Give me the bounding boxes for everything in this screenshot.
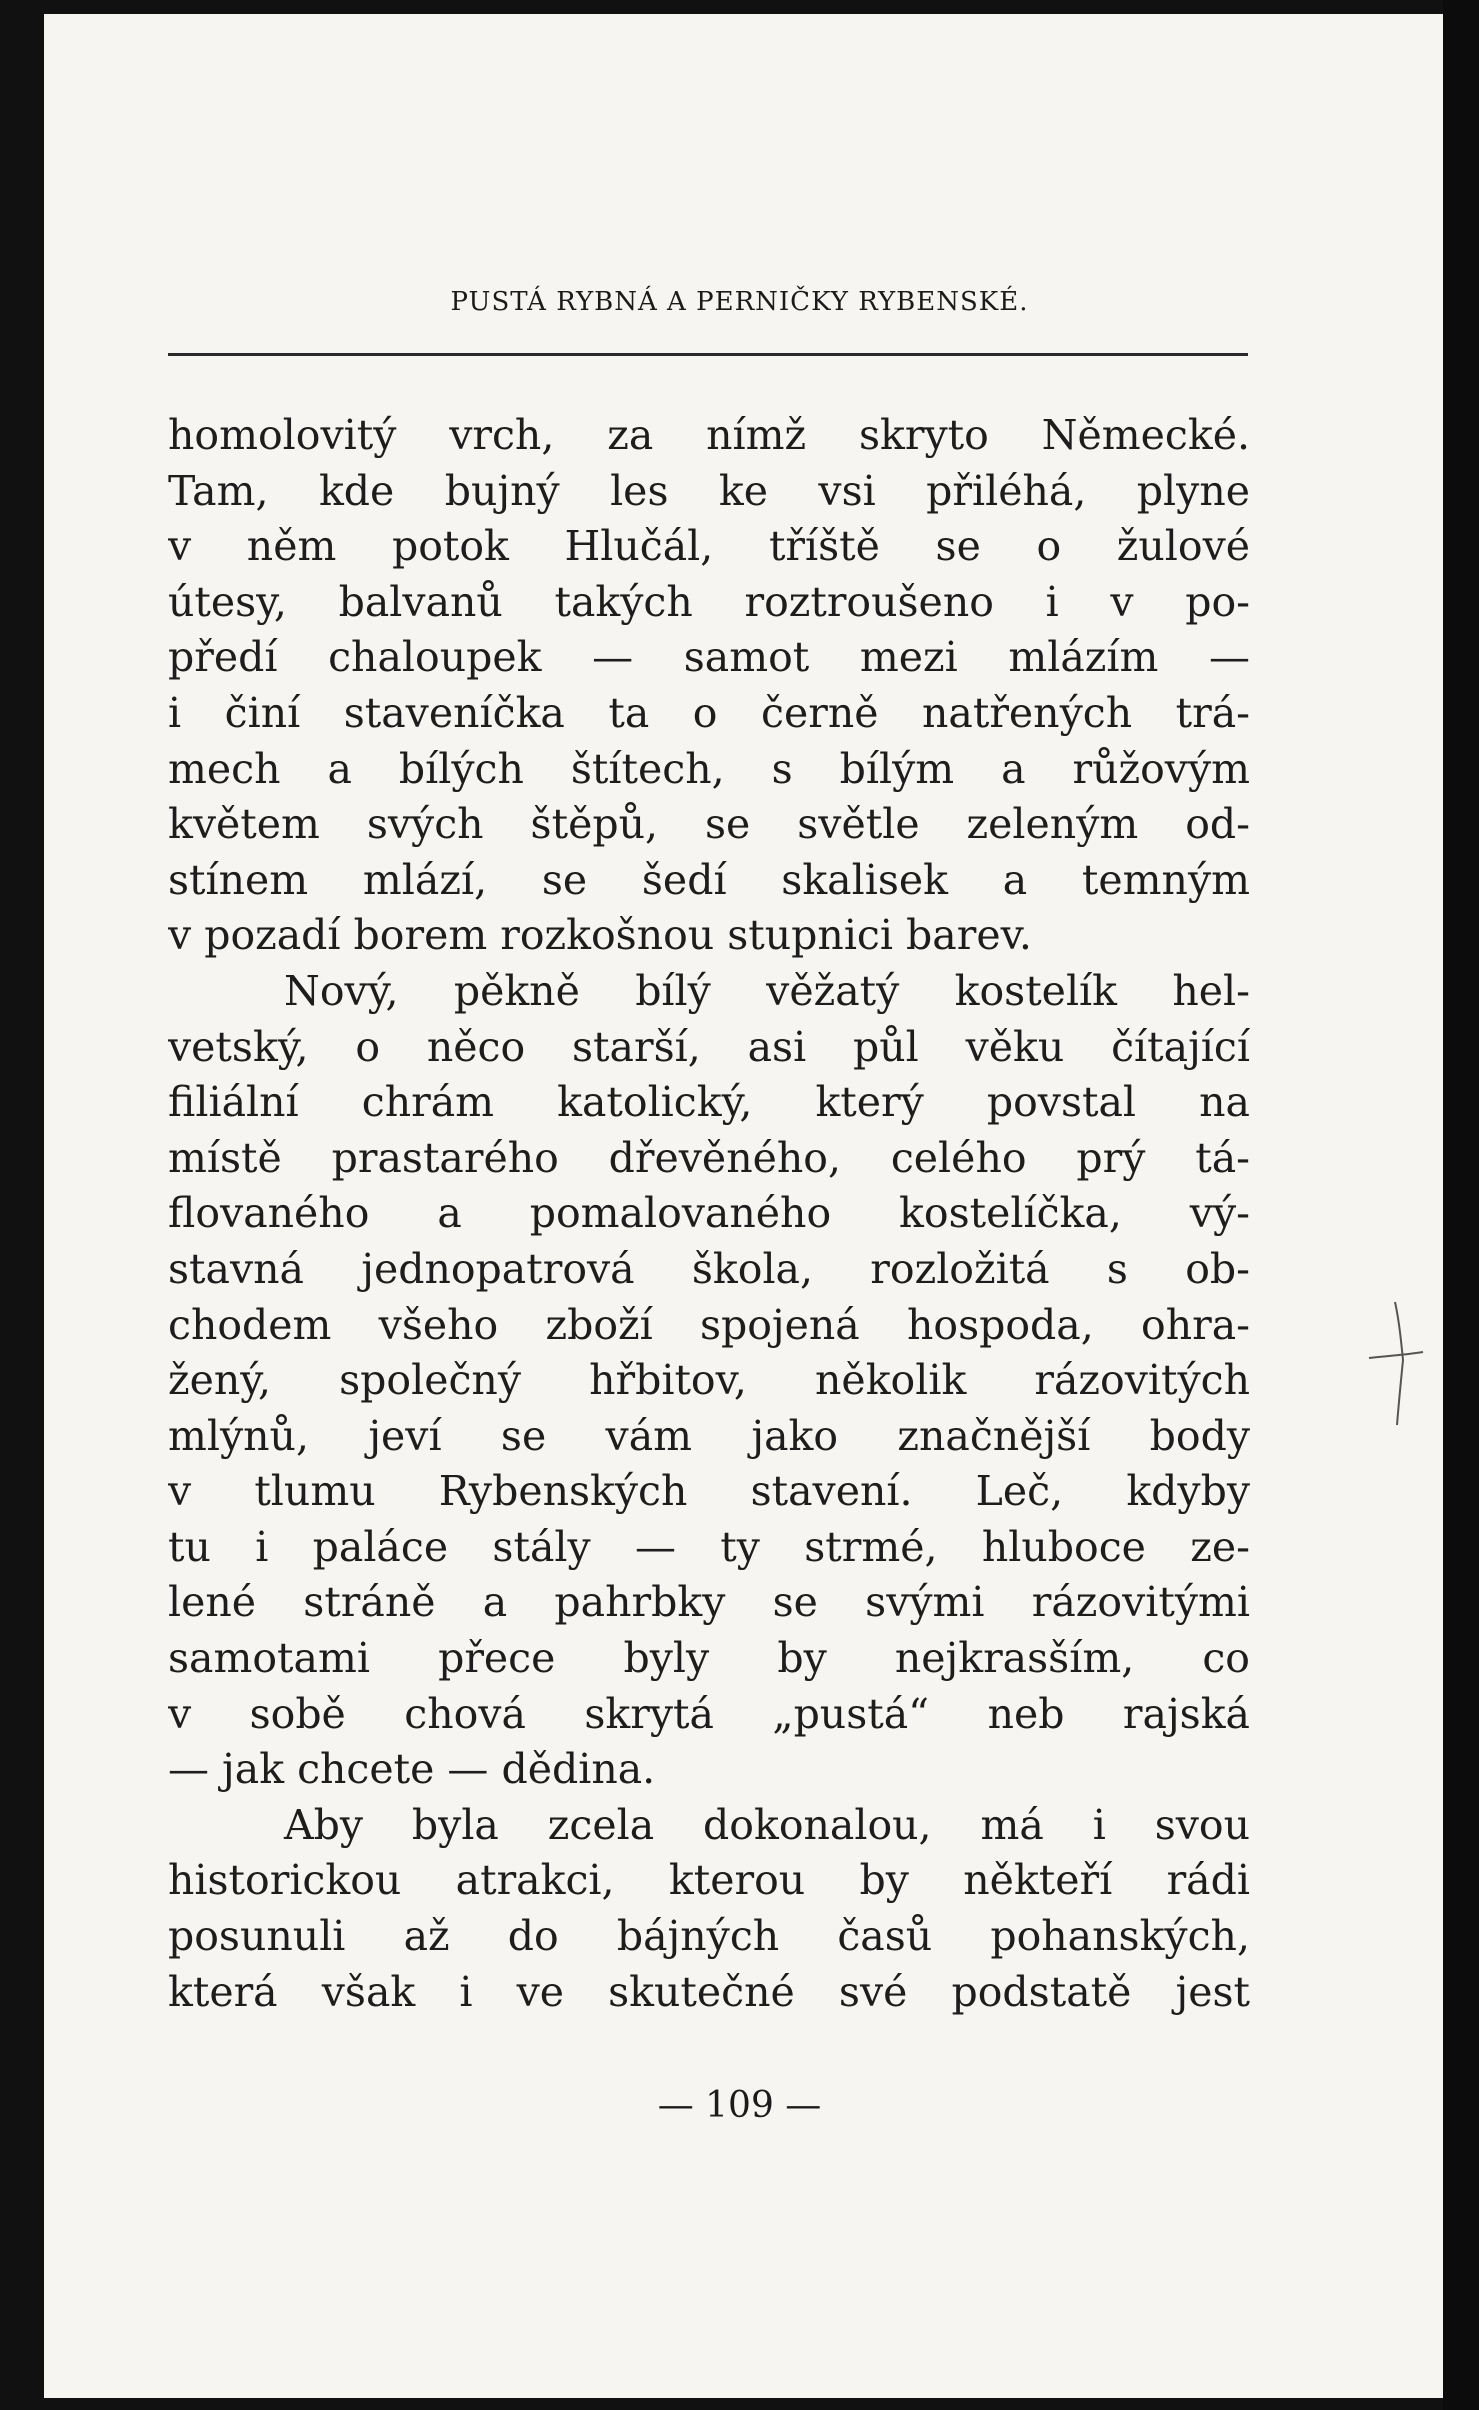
text-line: Tam, kde bujný les ke vsi přiléhá, plyne bbox=[168, 466, 1250, 515]
text-line: předí chaloupek — samot mezi mlázím — bbox=[168, 633, 1250, 682]
text-line: posunuli až do bájných časů pohanských, bbox=[168, 1912, 1250, 1961]
text-line: flovaného a pomalovaného kostelíčka, vý- bbox=[168, 1189, 1250, 1238]
text-line: i činí staveníčka ta o černě natřených trá- bbox=[168, 688, 1250, 737]
text-line: stínem mlází, se šedí skalisek a temným bbox=[168, 855, 1250, 904]
text-line: Nový, pěkně bílý věžatý kostelík hel- bbox=[284, 966, 1250, 1015]
page-number: — 109 — bbox=[657, 2085, 822, 2126]
text-line: homolovitý vrch, za nímž skryto Německé. bbox=[168, 411, 1250, 459]
running-head: PUSTÁ RYBNÁ A PERNIČKY RYBENSKÉ. bbox=[450, 287, 1029, 317]
text-line: historickou atrakci, kterou by někteří rádi bbox=[168, 1856, 1250, 1905]
pencil-margin-mark-icon bbox=[1365, 1300, 1425, 1430]
text-line: filiální chrám katolický, který povstal na bbox=[168, 1078, 1250, 1127]
text-line: vetský, o něco starší, asi půl věku čítající bbox=[168, 1022, 1250, 1071]
text-line: místě prastarého dřevěného, celého prý tá- bbox=[168, 1133, 1250, 1182]
text-line: tu i paláce stály — ty strmé, hluboce ze- bbox=[168, 1522, 1250, 1571]
text-line: mech a bílých štítech, s bílým a růžovým bbox=[168, 744, 1250, 793]
text-line: lené stráně a pahrbky se svými rázovitými bbox=[168, 1578, 1250, 1627]
text-line: v sobě chová skrytá „pustá“ neb rajská bbox=[168, 1689, 1250, 1738]
text-line: v tlumu Rybenských stavení. Leč, kdyby bbox=[168, 1467, 1250, 1516]
text-line: Aby byla zcela dokonalou, má i svou bbox=[284, 1800, 1250, 1849]
text-line: mlýnů, jeví se vám jako značnější body bbox=[168, 1411, 1250, 1460]
text-line: která však i ve skutečné své podstatě jest bbox=[168, 1967, 1250, 2016]
text-line: samotami přece byly by nejkrasším, co bbox=[168, 1634, 1250, 1683]
text-line: v pozadí borem rozkošnou stupnici barev. bbox=[168, 911, 1032, 960]
text-line: v něm potok Hlučál, tříště se o žulové bbox=[168, 522, 1250, 571]
body-text bbox=[168, 408, 1250, 2020]
header-rule bbox=[168, 353, 1248, 356]
text-line: květem svých štěpů, se světle zeleným od- bbox=[168, 800, 1250, 849]
text-line: stavná jednopatrová škola, rozložitá s ob- bbox=[168, 1244, 1250, 1293]
text-line: chodem všeho zboží spojená hospoda, ohra- bbox=[168, 1300, 1250, 1349]
text-line: žený, společný hřbitov, několik rázovitých bbox=[168, 1356, 1250, 1405]
text-line: útesy, balvanů takých roztroušeno i v po- bbox=[168, 577, 1250, 626]
text-line: — jak chcete — dědina. bbox=[168, 1745, 656, 1794]
page-edge-shadow bbox=[1443, 0, 1479, 2410]
